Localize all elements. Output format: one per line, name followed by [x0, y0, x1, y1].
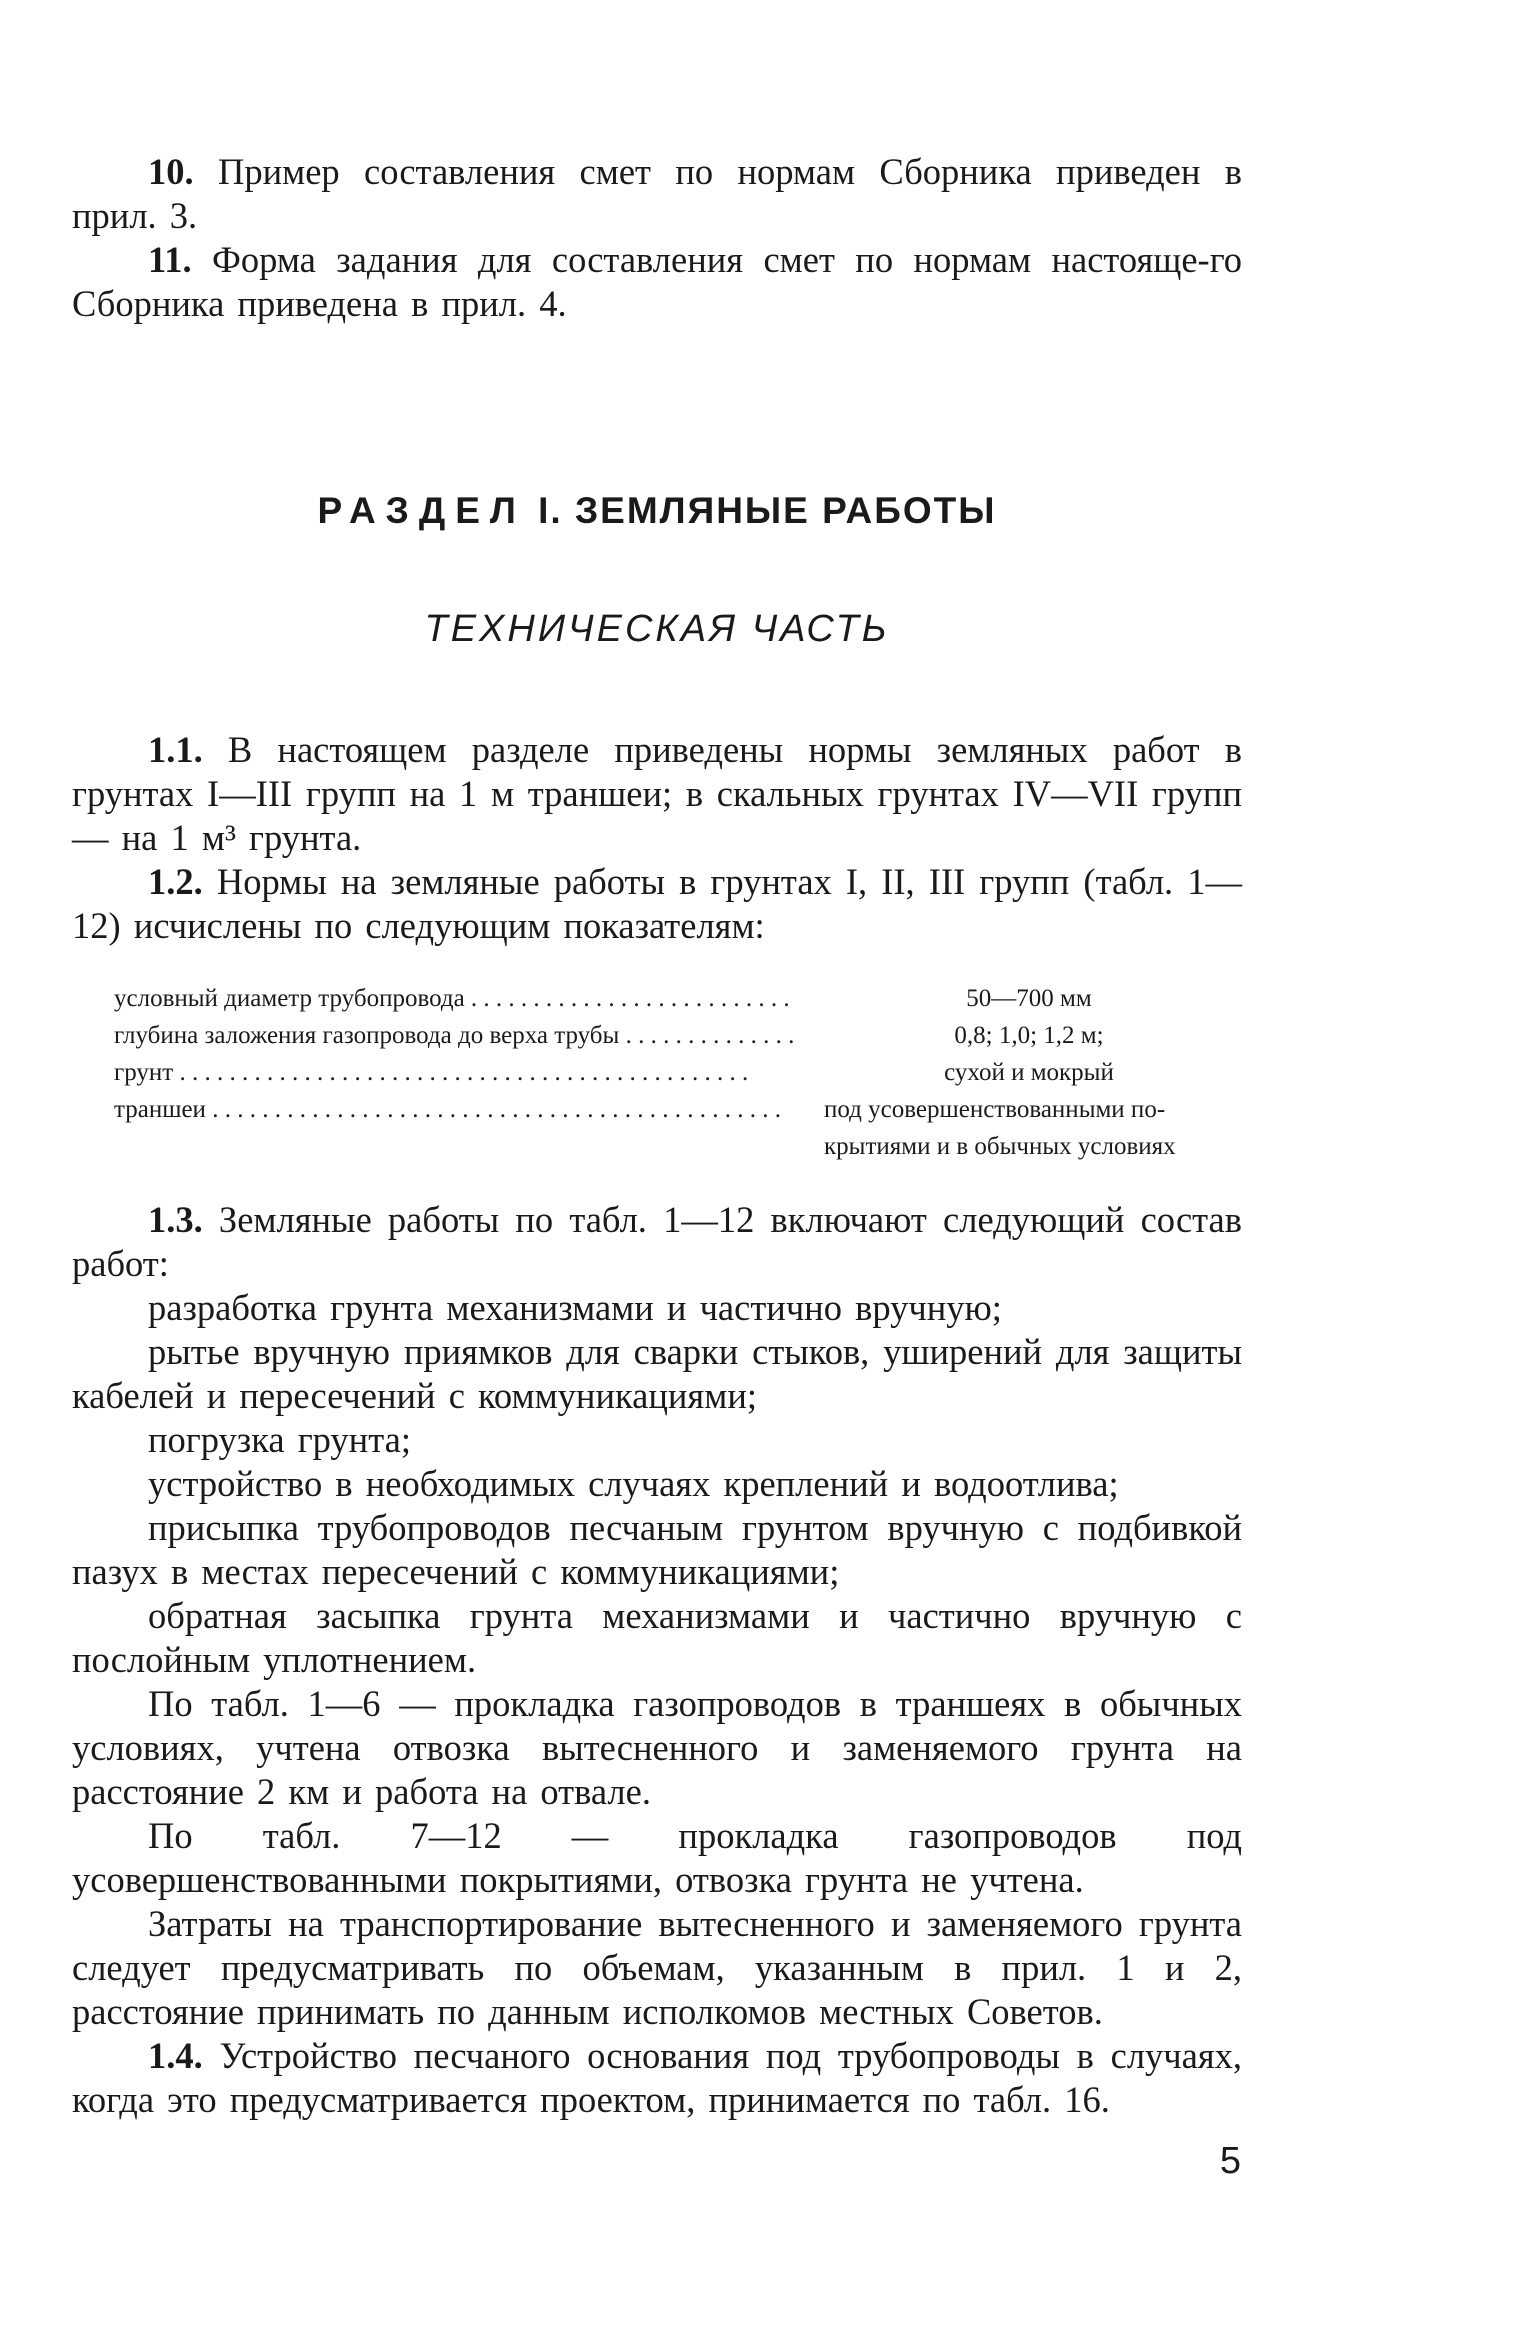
paragraph-text: Устройство песчаного основания под трубопроводы в случаях, когда это предусматривается проектом, принимается по табл. 16. [72, 2035, 1243, 2120]
work-list-item: разработка грунта механизмами и частично вручную; [148, 1287, 1002, 1328]
paragraph-text: Форма задания для составления смет по нормам настояще-го Сборника приведена в прил. 4. [72, 239, 1243, 324]
parameter-label: условный диаметр трубопровода . . . [114, 980, 794, 1017]
section-title-prefix: РАЗДЕЛ [317, 490, 526, 531]
parameter-label: глубина заложения газопровода до верха трубы . . . [114, 1017, 794, 1054]
paragraph-number: 10. [148, 151, 194, 192]
paragraph-number: 1.3. [148, 1199, 203, 1240]
paragraph-number: 11. [148, 239, 192, 280]
work-list-item: погрузка грунта; [148, 1419, 411, 1460]
section-title [72, 490, 1242, 532]
paragraph-text: Пример составления смет по нормам Сборника приведен в прил. 3. [72, 151, 1242, 236]
paragraph-11 [72, 238, 1242, 326]
parameters-list [114, 980, 1234, 1165]
paragraph-10 [72, 150, 1242, 238]
section-title-rest: I. ЗЕМЛЯНЫЕ РАБОТЫ [538, 490, 997, 531]
parameter-value: 0,8; 1,0; 1,2 м; [954, 1022, 1104, 1049]
parameter-value: под усовершенствованными по-крытиями и в обычных условиях [824, 1096, 1176, 1160]
paragraph-number: 1.2. [148, 861, 203, 902]
section-subtitle: ТЕХНИЧЕСКАЯ ЧАСТЬ [424, 608, 890, 650]
note-paragraph: По табл. 7—12 — прокладка газопроводов под усовершенствованными покрытиями, отвозка грунта не учтена. [72, 1815, 1242, 1900]
paragraph-number: 1.4. [148, 2035, 203, 2076]
note-paragraph: По табл. 1—6 — прокладка газопроводов в траншеях в обычных условиях, учтена отвозка вытесненного и заменяемого грунта на расстояние 2 км и работа на отвале. [72, 1683, 1242, 1812]
intro-section [72, 150, 1242, 326]
parameter-row [114, 1091, 1234, 1165]
parameter-value: 50—700 мм [966, 985, 1092, 1012]
paragraph-number: 1.1. [148, 729, 203, 770]
paragraph-text: Нормы на земляные работы в грунтах I, II, III групп (табл. 1—12) исчислены по следующим показателям: [72, 861, 1243, 946]
work-list-item: обратная засыпка грунта механизмами и частично вручную с послойным уплотнением. [72, 1595, 1242, 1680]
parameter-row [114, 980, 1234, 1017]
paragraph-1-1 [72, 728, 1242, 860]
paragraph-1-3 [72, 1198, 1242, 1286]
parameter-label: грунт . . . [114, 1054, 794, 1091]
paragraph-text: Земляные работы по табл. 1—12 включают следующий состав работ: [72, 1199, 1242, 1284]
paragraph-block-1-3 [72, 1198, 1242, 2122]
paragraph-1-2 [72, 860, 1242, 948]
parameter-row [114, 1054, 1234, 1091]
page-number: 5 [1219, 2140, 1241, 2182]
work-list-item: присыпка трубопроводов песчаным грунтом вручную с подбивкой пазух в местах пересечений с коммуникациями; [72, 1507, 1242, 1592]
parameter-row [114, 1017, 1234, 1054]
work-list-item: рытье вручную приямков для сварки стыков, уширений для защиты кабелей и пересечений с коммуникациями; [72, 1331, 1242, 1416]
paragraph-text: В настоящем разделе приведены нормы земляных работ в грунтах I—III групп на 1 м траншеи; в скальных грунтах IV—VII групп — на 1 м³ грунта. [72, 729, 1242, 858]
work-list-item: устройство в необходимых случаях креплений и водоотлива; [148, 1463, 1119, 1504]
note-paragraph: Затраты на транспортирование вытесненного и заменяемого грунта следует предусматривать по объемам, указанным в прил. 1 и 2, расстояние принимать по данным исполкомов местных Советов. [72, 1903, 1242, 2032]
parameter-value: сухой и мокрый [944, 1059, 1114, 1086]
paragraph-1-4 [72, 2034, 1242, 2122]
parameter-label: траншеи . . . [114, 1091, 794, 1165]
paragraph-block-1-1-1-2 [72, 728, 1242, 948]
